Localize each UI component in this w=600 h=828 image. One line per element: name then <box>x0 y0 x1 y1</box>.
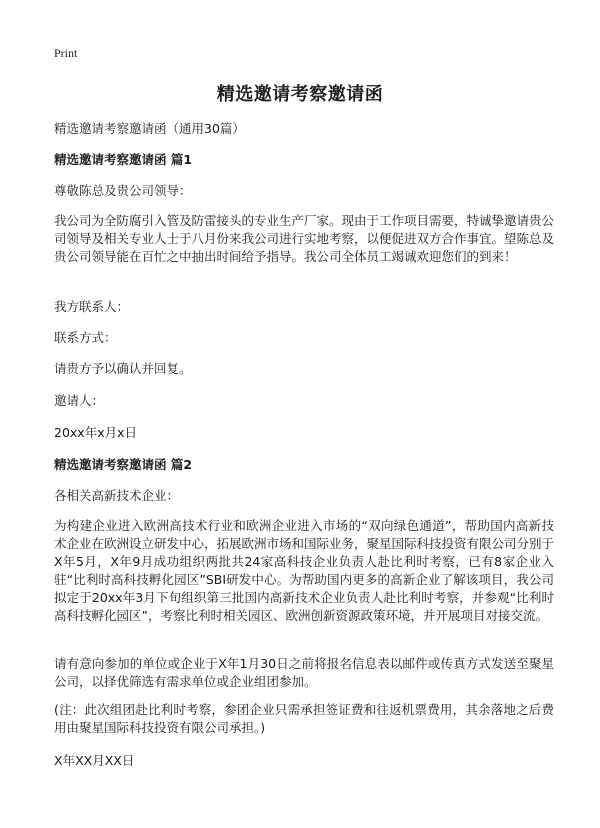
section-1-contact-method: 联系方式： <box>54 330 117 345</box>
section-2-heading: 精选邀请考察邀请函 篇2 <box>54 457 193 472</box>
print-link[interactable]: Print <box>54 46 78 60</box>
section-2-paragraph-1: 为构建企业进入欧洲高技术行业和欧洲企业进入市场的“双向绿色通道”，帮助国内高新技术企业在欧洲设立研发中心，拓展欧洲市场和国际业务，聚星国际科技投资有限公司分别于X年5月，X年9月成功组织两批共24家高科技企业负责人赴比利时考察，已有8家企业入驻“比利时高科技孵化园区”SBI研发中心。为帮助国内更多的高新企业了解该项目，我公司拟定于20xx年3月下旬组织第三批国内高新技术企业负责人赴比利时考察，并参观“比利时高科技孵化园区”，考察比利时相关园区、欧洲创新资源政策环境，并开展项目对接交流。 <box>54 518 555 623</box>
section-2-note: (注：此次组团赴比利时考察，参团企业只需承担签证费和往返机票费用，其余落地之后费用由聚星国际科技投资有限公司承担。) <box>54 702 554 735</box>
section-2-paragraph-2: 请有意向参加的单位或企业于X年1月30日之前将报名信息表以邮件或传真方式发送至聚星公司，以择优筛选有需求单位或企业组团参加。 <box>54 656 554 689</box>
section-2-salutation: 各相关高新技术企业： <box>54 488 180 503</box>
section-1-reply-request: 请贵方予以确认并回复。 <box>54 361 192 376</box>
section-1-date: 20xx年x月x日 <box>54 425 137 440</box>
section-1-heading: 精选邀请考察邀请函 篇1 <box>54 152 193 167</box>
section-1-contact-person: 我方联系人： <box>54 299 130 314</box>
section-1-salutation: 尊敬陈总及贵公司领导： <box>54 183 192 198</box>
document-subtitle: 精选邀请考察邀请函（通用30篇） <box>54 121 245 136</box>
section-1-paragraph: 我公司为全防腐引入管及防雷接头的专业生产厂家。现由于工作项目需要，特诚挚邀请贵公司领导及相关专业人士于八月份来我公司进行实地考察，以便促进双方合作事宜。望陈总及贵公司领导能在百忙之中抽出时间给予指导。我公司全体员工竭诚欢迎您们的到来！ <box>54 213 555 264</box>
section-2-date: X年XX月XX日 <box>54 753 135 768</box>
section-1-inviter: 邀请人： <box>54 393 105 408</box>
page-title: 精选邀请考察邀请函 <box>216 84 384 105</box>
